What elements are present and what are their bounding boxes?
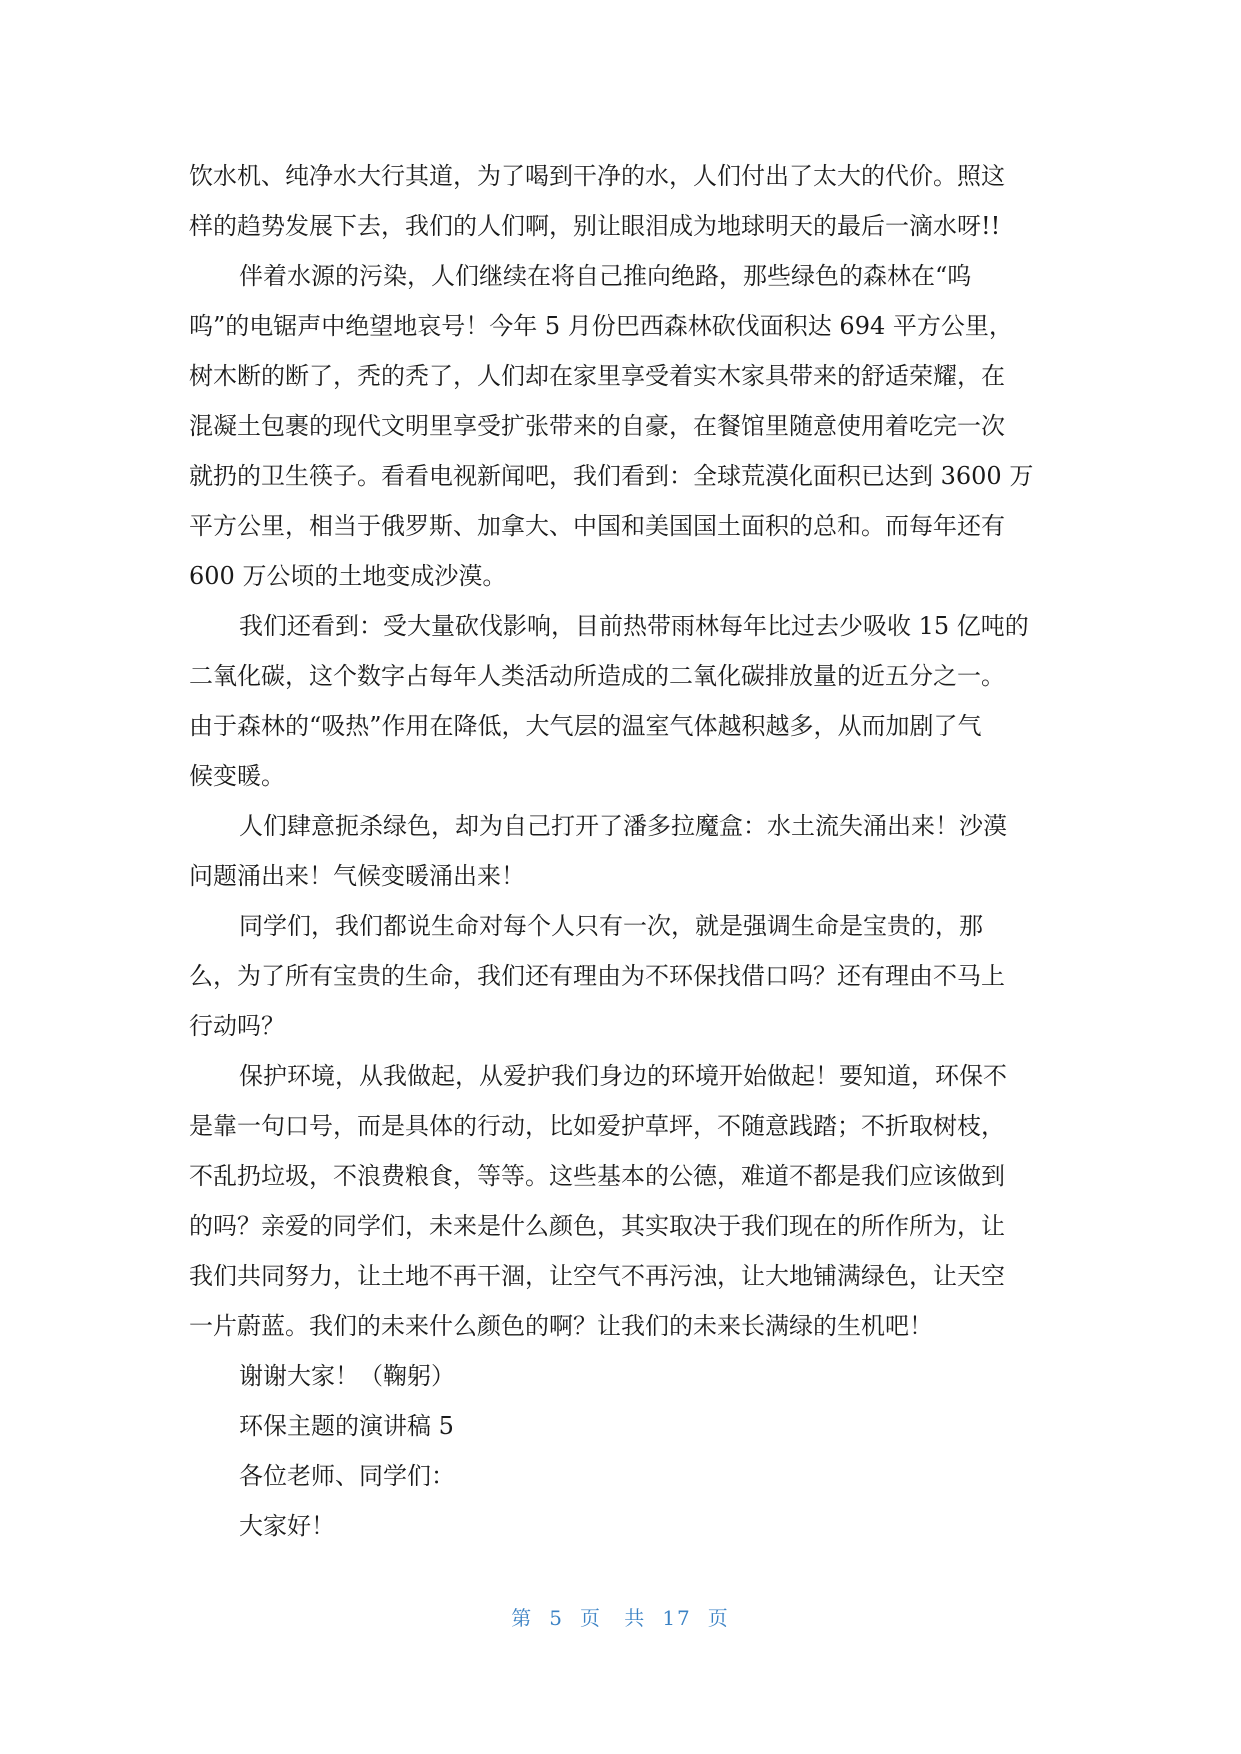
text-line: 呜”的电锯声中绝望地哀号！今年 5 月份巴西森林砍伐面积达 694 平方公里， — [189, 312, 1013, 340]
text-line: 饮水机、纯净水大行其道，为了喝到干净的水，人们付出了太大的代价。照这 — [189, 162, 1005, 190]
text-line: 就扔的卫生筷子。看看电视新闻吧，我们看到：全球荒漠化面积已达到 3600 万 — [189, 462, 1034, 490]
text-line: 的吗？亲爱的同学们，未来是什么颜色，其实取决于我们现在的所作所为，让 — [189, 1212, 1005, 1240]
text-line: 我们还看到：受大量砍伐影响，目前热带雨林每年比过去少吸收 15 亿吨的 — [239, 612, 1029, 640]
text-line: 二氧化碳，这个数字占每年人类活动所造成的二氧化碳排放量的近五分之一。 — [189, 662, 1005, 690]
text-line: 我们共同努力，让土地不再干涸，让空气不再污浊，让大地铺满绿色，让天空 — [189, 1262, 1005, 1290]
page-footer — [0, 1602, 1241, 1631]
text-line: 不乱扔垃圾，不浪费粮食，等等。这些基本的公德，难道不都是我们应该做到 — [189, 1162, 1005, 1190]
footer-page-number: 5 — [549, 1606, 564, 1630]
text-line: 行动吗？ — [189, 1012, 285, 1040]
footer-mid: 页 共 — [579, 1606, 647, 1630]
text-line: 保护环境，从我做起，从爱护我们身边的环境开始做起！要知道，环保不 — [239, 1062, 1007, 1090]
text-line: 人们肆意扼杀绿色，却为自己打开了潘多拉魔盒：水土流失涌出来！沙漠 — [239, 812, 1007, 840]
text-line: 由于森林的“吸热”作用在降低，大气层的温室气体越积越多，从而加剧了气 — [189, 712, 982, 740]
text-line: 树木断的断了，秃的秃了，人们却在家里享受着实木家具带来的舒适荣耀，在 — [189, 362, 1005, 390]
text-line: 600 万公顷的土地变成沙漠。 — [189, 562, 507, 590]
text-line: 问题涌出来！气候变暖涌出来！ — [189, 862, 525, 890]
text-line: 平方公里，相当于俄罗斯、加拿大、中国和美国国土面积的总和。而每年还有 — [189, 512, 1005, 540]
text-line: 是靠一句口号，而是具体的行动，比如爱护草坪，不随意践踏；不折取树枝， — [189, 1112, 1005, 1140]
text-line: 一片蔚蓝。我们的未来什么颜色的啊？让我们的未来长满绿的生机吧！ — [189, 1312, 933, 1340]
body-text — [189, 151, 1059, 1551]
text-line: 谢谢大家！（鞠躬） — [239, 1362, 455, 1390]
footer-suffix: 页 — [707, 1606, 730, 1630]
text-line: 混凝土包裹的现代文明里享受扩张带来的自豪，在餐馆里随意使用着吃完一次 — [189, 412, 1005, 440]
section-heading: 环保主题的演讲稿 5 — [239, 1412, 454, 1440]
text-line: 么，为了所有宝贵的生命，我们还有理由为不环保找借口吗？还有理由不马上 — [189, 962, 1005, 990]
text-line: 候变暖。 — [189, 762, 285, 790]
footer-prefix: 第 — [511, 1606, 534, 1630]
text-line: 样的趋势发展下去，我们的人们啊，别让眼泪成为地球明天的最后一滴水呀!! — [189, 212, 1001, 240]
text-line: 伴着水源的污染，人们继续在将自己推向绝路，那些绿色的森林在“呜 — [239, 262, 972, 290]
greeting: 大家好！ — [239, 1512, 335, 1540]
footer-total-pages: 17 — [662, 1606, 692, 1630]
salutation: 各位老师、同学们： — [239, 1462, 455, 1490]
text-line: 同学们，我们都说生命对每个人只有一次，就是强调生命是宝贵的，那 — [239, 912, 983, 940]
